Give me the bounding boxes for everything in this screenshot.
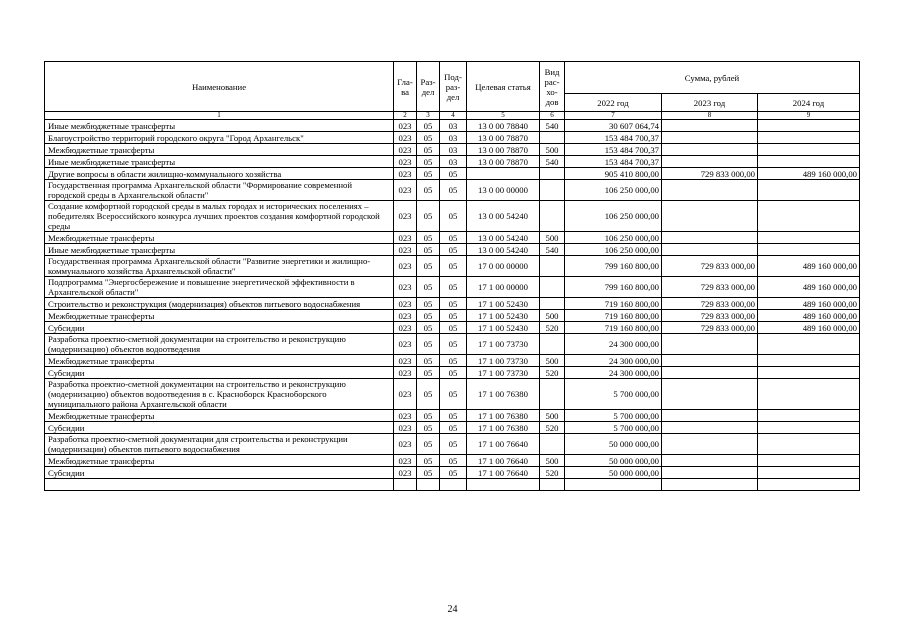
cell-glava: 023 (394, 277, 417, 298)
table-row (45, 434, 860, 455)
cell-name: Иные межбюджетные трансферты (45, 120, 394, 132)
cell-vid: 540 (540, 156, 565, 168)
cell-name: Иные межбюджетные трансферты (45, 156, 394, 168)
cell-target: 13 0 00 78870 (467, 156, 540, 168)
cell-glava: 023 (394, 156, 417, 168)
cell-razdel: 05 (417, 168, 440, 180)
cell-2024 (758, 156, 860, 168)
cell-2023 (662, 410, 758, 422)
cell-vid (540, 479, 565, 491)
cell-name: Межбюджетные трансферты (45, 310, 394, 322)
cell-target: 17 1 00 52430 (467, 322, 540, 334)
cell-2023 (662, 180, 758, 201)
table-row (45, 132, 860, 144)
table-row (45, 367, 860, 379)
cell-vid (540, 168, 565, 180)
cell-2024: 489 160 000,00 (758, 322, 860, 334)
cell-vid (540, 201, 565, 232)
cell-podrazdel: 05 (440, 180, 467, 201)
cell-name: Иные межбюджетные трансферты (45, 244, 394, 256)
cell-2024: 489 160 000,00 (758, 277, 860, 298)
cell-name: Субсидии (45, 322, 394, 334)
cell-2024 (758, 467, 860, 479)
cell-razdel: 05 (417, 232, 440, 244)
table-row (45, 455, 860, 467)
cell-2024 (758, 379, 860, 410)
cell-glava: 023 (394, 168, 417, 180)
cell-2024 (758, 144, 860, 156)
cell-2024 (758, 201, 860, 232)
cell-2022: 50 000 000,00 (565, 434, 662, 455)
header-target: Целевая статья (467, 62, 540, 112)
cell-podrazdel: 03 (440, 144, 467, 156)
table-row (45, 310, 860, 322)
cell-name: Разработка проектно-сметной документации для строительства и реконструкции (модернизации) объектов питьевого водоснабжения (45, 434, 394, 455)
table-row (45, 422, 860, 434)
cell-target: 17 1 00 76640 (467, 455, 540, 467)
cell-2022 (565, 479, 662, 491)
cell-vid (540, 379, 565, 410)
cell-razdel: 05 (417, 201, 440, 232)
cell-target: 13 0 00 00000 (467, 180, 540, 201)
cell-podrazdel: 05 (440, 422, 467, 434)
cell-podrazdel: 05 (440, 256, 467, 277)
cell-razdel: 05 (417, 322, 440, 334)
table-row (45, 355, 860, 367)
cell-2022: 50 000 000,00 (565, 455, 662, 467)
cell-glava: 023 (394, 232, 417, 244)
cell-podrazdel: 05 (440, 244, 467, 256)
cell-target: 17 1 00 52430 (467, 310, 540, 322)
cell-2023 (662, 479, 758, 491)
cell-glava: 023 (394, 410, 417, 422)
cell-2023 (662, 367, 758, 379)
cell-vid: 520 (540, 422, 565, 434)
cell-name: Другие вопросы в области жилищно-коммунального хозяйства (45, 168, 394, 180)
table-row (45, 479, 860, 491)
cell-target: 17 1 00 73730 (467, 334, 540, 355)
cell-podrazdel: 05 (440, 201, 467, 232)
header-year-2023: 2023 год (662, 94, 758, 112)
cell-vid (540, 180, 565, 201)
cell-2022: 5 700 000,00 (565, 379, 662, 410)
cell-podrazdel: 05 (440, 298, 467, 310)
cell-2024: 489 160 000,00 (758, 256, 860, 277)
column-number: 4 (440, 112, 467, 120)
cell-razdel: 05 (417, 434, 440, 455)
cell-razdel: 05 (417, 310, 440, 322)
cell-2023: 729 833 000,00 (662, 322, 758, 334)
cell-razdel: 05 (417, 367, 440, 379)
cell-podrazdel: 05 (440, 168, 467, 180)
column-numbers-row (45, 112, 860, 120)
cell-2024 (758, 180, 860, 201)
cell-name: Субсидии (45, 367, 394, 379)
cell-2024 (758, 132, 860, 144)
cell-glava: 023 (394, 379, 417, 410)
cell-vid: 500 (540, 355, 565, 367)
cell-2022: 799 160 800,00 (565, 256, 662, 277)
cell-2023 (662, 434, 758, 455)
cell-target: 13 0 00 54240 (467, 232, 540, 244)
cell-2022: 719 160 800,00 (565, 298, 662, 310)
cell-podrazdel: 05 (440, 277, 467, 298)
cell-2022: 24 300 000,00 (565, 367, 662, 379)
cell-2022: 719 160 800,00 (565, 310, 662, 322)
cell-2022: 24 300 000,00 (565, 355, 662, 367)
cell-podrazdel: 05 (440, 232, 467, 244)
table-row (45, 379, 860, 410)
cell-glava: 023 (394, 434, 417, 455)
cell-podrazdel: 05 (440, 322, 467, 334)
cell-name: Разработка проектно-сметной документации на строительство и реконструкцию (модернизацию) объектов водоотведения в с. Красноборск Красноборского муниципального района Архангельской области (45, 379, 394, 410)
cell-2024 (758, 479, 860, 491)
cell-target: 17 1 00 73730 (467, 367, 540, 379)
cell-razdel: 05 (417, 132, 440, 144)
cell-podrazdel: 03 (440, 156, 467, 168)
cell-name: Субсидии (45, 422, 394, 434)
cell-vid: 500 (540, 410, 565, 422)
page-number: 24 (447, 604, 458, 615)
cell-podrazdel: 05 (440, 355, 467, 367)
cell-2024 (758, 410, 860, 422)
cell-2022: 106 250 000,00 (565, 232, 662, 244)
cell-2023: 729 833 000,00 (662, 298, 758, 310)
table-row (45, 410, 860, 422)
cell-2024 (758, 334, 860, 355)
cell-glava (394, 479, 417, 491)
cell-glava: 023 (394, 180, 417, 201)
cell-2022: 30 607 064,74 (565, 120, 662, 132)
cell-podrazdel: 05 (440, 434, 467, 455)
cell-target: 17 1 00 76380 (467, 379, 540, 410)
cell-2022: 153 484 700,37 (565, 156, 662, 168)
table-row (45, 256, 860, 277)
cell-2022: 50 000 000,00 (565, 467, 662, 479)
cell-name: Создание комфортной городской среды в малых городах и исторических поселениях – победителях Всероссийского конкурса лучших проектов создания комфортной городской среды (45, 201, 394, 232)
cell-2024 (758, 232, 860, 244)
cell-2023 (662, 334, 758, 355)
cell-2023: 729 833 000,00 (662, 256, 758, 277)
cell-vid (540, 277, 565, 298)
cell-vid: 520 (540, 322, 565, 334)
cell-razdel: 05 (417, 298, 440, 310)
table-row (45, 168, 860, 180)
cell-2022: 106 250 000,00 (565, 244, 662, 256)
cell-vid: 500 (540, 455, 565, 467)
cell-vid (540, 334, 565, 355)
table-row (45, 467, 860, 479)
cell-2024 (758, 367, 860, 379)
cell-2022: 719 160 800,00 (565, 322, 662, 334)
table-row (45, 322, 860, 334)
cell-target: 17 1 00 76380 (467, 422, 540, 434)
header-year-2024: 2024 год (758, 94, 860, 112)
cell-2023 (662, 355, 758, 367)
cell-2022: 5 700 000,00 (565, 422, 662, 434)
cell-razdel: 05 (417, 410, 440, 422)
cell-2022: 106 250 000,00 (565, 201, 662, 232)
cell-vid (540, 434, 565, 455)
cell-2022: 153 484 700,37 (565, 132, 662, 144)
cell-glava: 023 (394, 298, 417, 310)
cell-target: 17 1 00 73730 (467, 355, 540, 367)
cell-vid (540, 298, 565, 310)
table-row (45, 232, 860, 244)
cell-razdel: 05 (417, 120, 440, 132)
cell-target: 17 1 00 76640 (467, 434, 540, 455)
cell-razdel: 05 (417, 144, 440, 156)
cell-podrazdel: 05 (440, 455, 467, 467)
cell-podrazdel: 03 (440, 132, 467, 144)
cell-razdel: 05 (417, 156, 440, 168)
cell-name: Межбюджетные трансферты (45, 355, 394, 367)
cell-glava: 023 (394, 355, 417, 367)
cell-target: 13 0 00 54240 (467, 201, 540, 232)
cell-target: 17 0 00 00000 (467, 256, 540, 277)
cell-razdel: 05 (417, 180, 440, 201)
cell-podrazdel: 05 (440, 410, 467, 422)
cell-name: Разработка проектно-сметной документации на строительство и реконструкцию (модернизацию) объектов водоотведения (45, 334, 394, 355)
cell-glava: 023 (394, 422, 417, 434)
cell-2023 (662, 455, 758, 467)
cell-2023 (662, 467, 758, 479)
cell-2022: 5 700 000,00 (565, 410, 662, 422)
cell-podrazdel: 05 (440, 367, 467, 379)
cell-name (45, 479, 394, 491)
cell-2024: 489 160 000,00 (758, 298, 860, 310)
header-year-2022: 2022 год (565, 94, 662, 112)
cell-2024 (758, 355, 860, 367)
cell-razdel: 05 (417, 256, 440, 277)
cell-vid: 500 (540, 310, 565, 322)
cell-podrazdel: 05 (440, 379, 467, 410)
cell-razdel: 05 (417, 355, 440, 367)
cell-vid: 500 (540, 144, 565, 156)
table-row (45, 298, 860, 310)
cell-name: Межбюджетные трансферты (45, 410, 394, 422)
cell-glava: 023 (394, 322, 417, 334)
cell-2024 (758, 434, 860, 455)
cell-vid: 540 (540, 120, 565, 132)
cell-vid (540, 132, 565, 144)
cell-target: 17 1 00 00000 (467, 277, 540, 298)
column-number: 6 (540, 112, 565, 120)
column-number: 9 (758, 112, 860, 120)
cell-vid: 520 (540, 367, 565, 379)
cell-podrazdel: 03 (440, 120, 467, 132)
header-name: Наименование (45, 62, 394, 112)
cell-glava: 023 (394, 467, 417, 479)
cell-target (467, 168, 540, 180)
cell-razdel: 05 (417, 467, 440, 479)
cell-2024: 489 160 000,00 (758, 168, 860, 180)
cell-2024 (758, 244, 860, 256)
cell-2022: 106 250 000,00 (565, 180, 662, 201)
cell-2023: 729 833 000,00 (662, 277, 758, 298)
header-sum: Сумма, рублей (565, 62, 860, 94)
cell-name: Субсидии (45, 467, 394, 479)
cell-razdel (417, 479, 440, 491)
cell-podrazdel: 05 (440, 334, 467, 355)
cell-razdel: 05 (417, 455, 440, 467)
cell-name: Межбюджетные трансферты (45, 144, 394, 156)
cell-2023 (662, 120, 758, 132)
cell-2023 (662, 201, 758, 232)
cell-2023 (662, 132, 758, 144)
cell-2022: 905 410 800,00 (565, 168, 662, 180)
cell-glava: 023 (394, 367, 417, 379)
column-number: 2 (394, 112, 417, 120)
cell-2023 (662, 244, 758, 256)
cell-2024 (758, 120, 860, 132)
cell-2023: 729 833 000,00 (662, 310, 758, 322)
budget-table (44, 61, 860, 491)
cell-name: Строительство и реконструкция (модернизация) объектов питьевого водоснабжения (45, 298, 394, 310)
cell-glava: 023 (394, 144, 417, 156)
cell-target: 17 1 00 76640 (467, 467, 540, 479)
table-row (45, 277, 860, 298)
cell-2022: 24 300 000,00 (565, 334, 662, 355)
cell-glava: 023 (394, 120, 417, 132)
cell-name: Межбюджетные трансферты (45, 232, 394, 244)
cell-glava: 023 (394, 455, 417, 467)
cell-vid: 500 (540, 232, 565, 244)
header-podrazdel: Под-раз-дел (440, 62, 467, 112)
cell-razdel: 05 (417, 334, 440, 355)
cell-vid: 520 (540, 467, 565, 479)
header-razdel: Раз-дел (417, 62, 440, 112)
cell-2024 (758, 422, 860, 434)
cell-target: 13 0 00 78870 (467, 144, 540, 156)
cell-target: 17 1 00 76380 (467, 410, 540, 422)
cell-vid (540, 256, 565, 277)
cell-razdel: 05 (417, 244, 440, 256)
column-number: 8 (662, 112, 758, 120)
cell-2024 (758, 455, 860, 467)
cell-name: Межбюджетные трансферты (45, 455, 394, 467)
cell-2022: 153 484 700,37 (565, 144, 662, 156)
cell-razdel: 05 (417, 422, 440, 434)
header-glava: Гла-ва (394, 62, 417, 112)
table-row (45, 144, 860, 156)
cell-name: Подпрограмма "Энергосбережение и повышение энергетической эффективности в Архангельской области" (45, 277, 394, 298)
table-row (45, 334, 860, 355)
column-number: 7 (565, 112, 662, 120)
table-row (45, 156, 860, 168)
cell-podrazdel: 05 (440, 310, 467, 322)
cell-name: Благоустройство территорий городского округа "Город Архангельск" (45, 132, 394, 144)
table-row (45, 180, 860, 201)
cell-podrazdel (440, 479, 467, 491)
cell-razdel: 05 (417, 379, 440, 410)
cell-target: 13 0 00 78840 (467, 120, 540, 132)
cell-vid: 540 (540, 244, 565, 256)
header-vid: Вид рас-хо-дов (540, 62, 565, 112)
cell-glava: 023 (394, 201, 417, 232)
cell-2024: 489 160 000,00 (758, 310, 860, 322)
column-number: 5 (467, 112, 540, 120)
cell-name: Государственная программа Архангельской области "Формирование современной городской среды в Архангельской области" (45, 180, 394, 201)
cell-2023 (662, 379, 758, 410)
cell-target (467, 479, 540, 491)
cell-target: 13 0 00 54240 (467, 244, 540, 256)
cell-razdel: 05 (417, 277, 440, 298)
column-number: 3 (417, 112, 440, 120)
table-body (45, 120, 860, 491)
cell-podrazdel: 05 (440, 467, 467, 479)
column-number: 1 (45, 112, 394, 120)
table-row (45, 201, 860, 232)
cell-glava: 023 (394, 334, 417, 355)
cell-2023 (662, 422, 758, 434)
cell-glava: 023 (394, 256, 417, 277)
cell-2023 (662, 232, 758, 244)
table-row (45, 120, 860, 132)
cell-2023 (662, 144, 758, 156)
cell-2022: 799 160 800,00 (565, 277, 662, 298)
cell-target: 13 0 00 78870 (467, 132, 540, 144)
cell-2023 (662, 156, 758, 168)
cell-name: Государственная программа Архангельской области "Развитие энергетики и жилищно-коммунального хозяйства Архангельской области" (45, 256, 394, 277)
table-row (45, 244, 860, 256)
cell-glava: 023 (394, 310, 417, 322)
cell-target: 17 1 00 52430 (467, 298, 540, 310)
cell-2023: 729 833 000,00 (662, 168, 758, 180)
cell-glava: 023 (394, 132, 417, 144)
cell-glava: 023 (394, 244, 417, 256)
